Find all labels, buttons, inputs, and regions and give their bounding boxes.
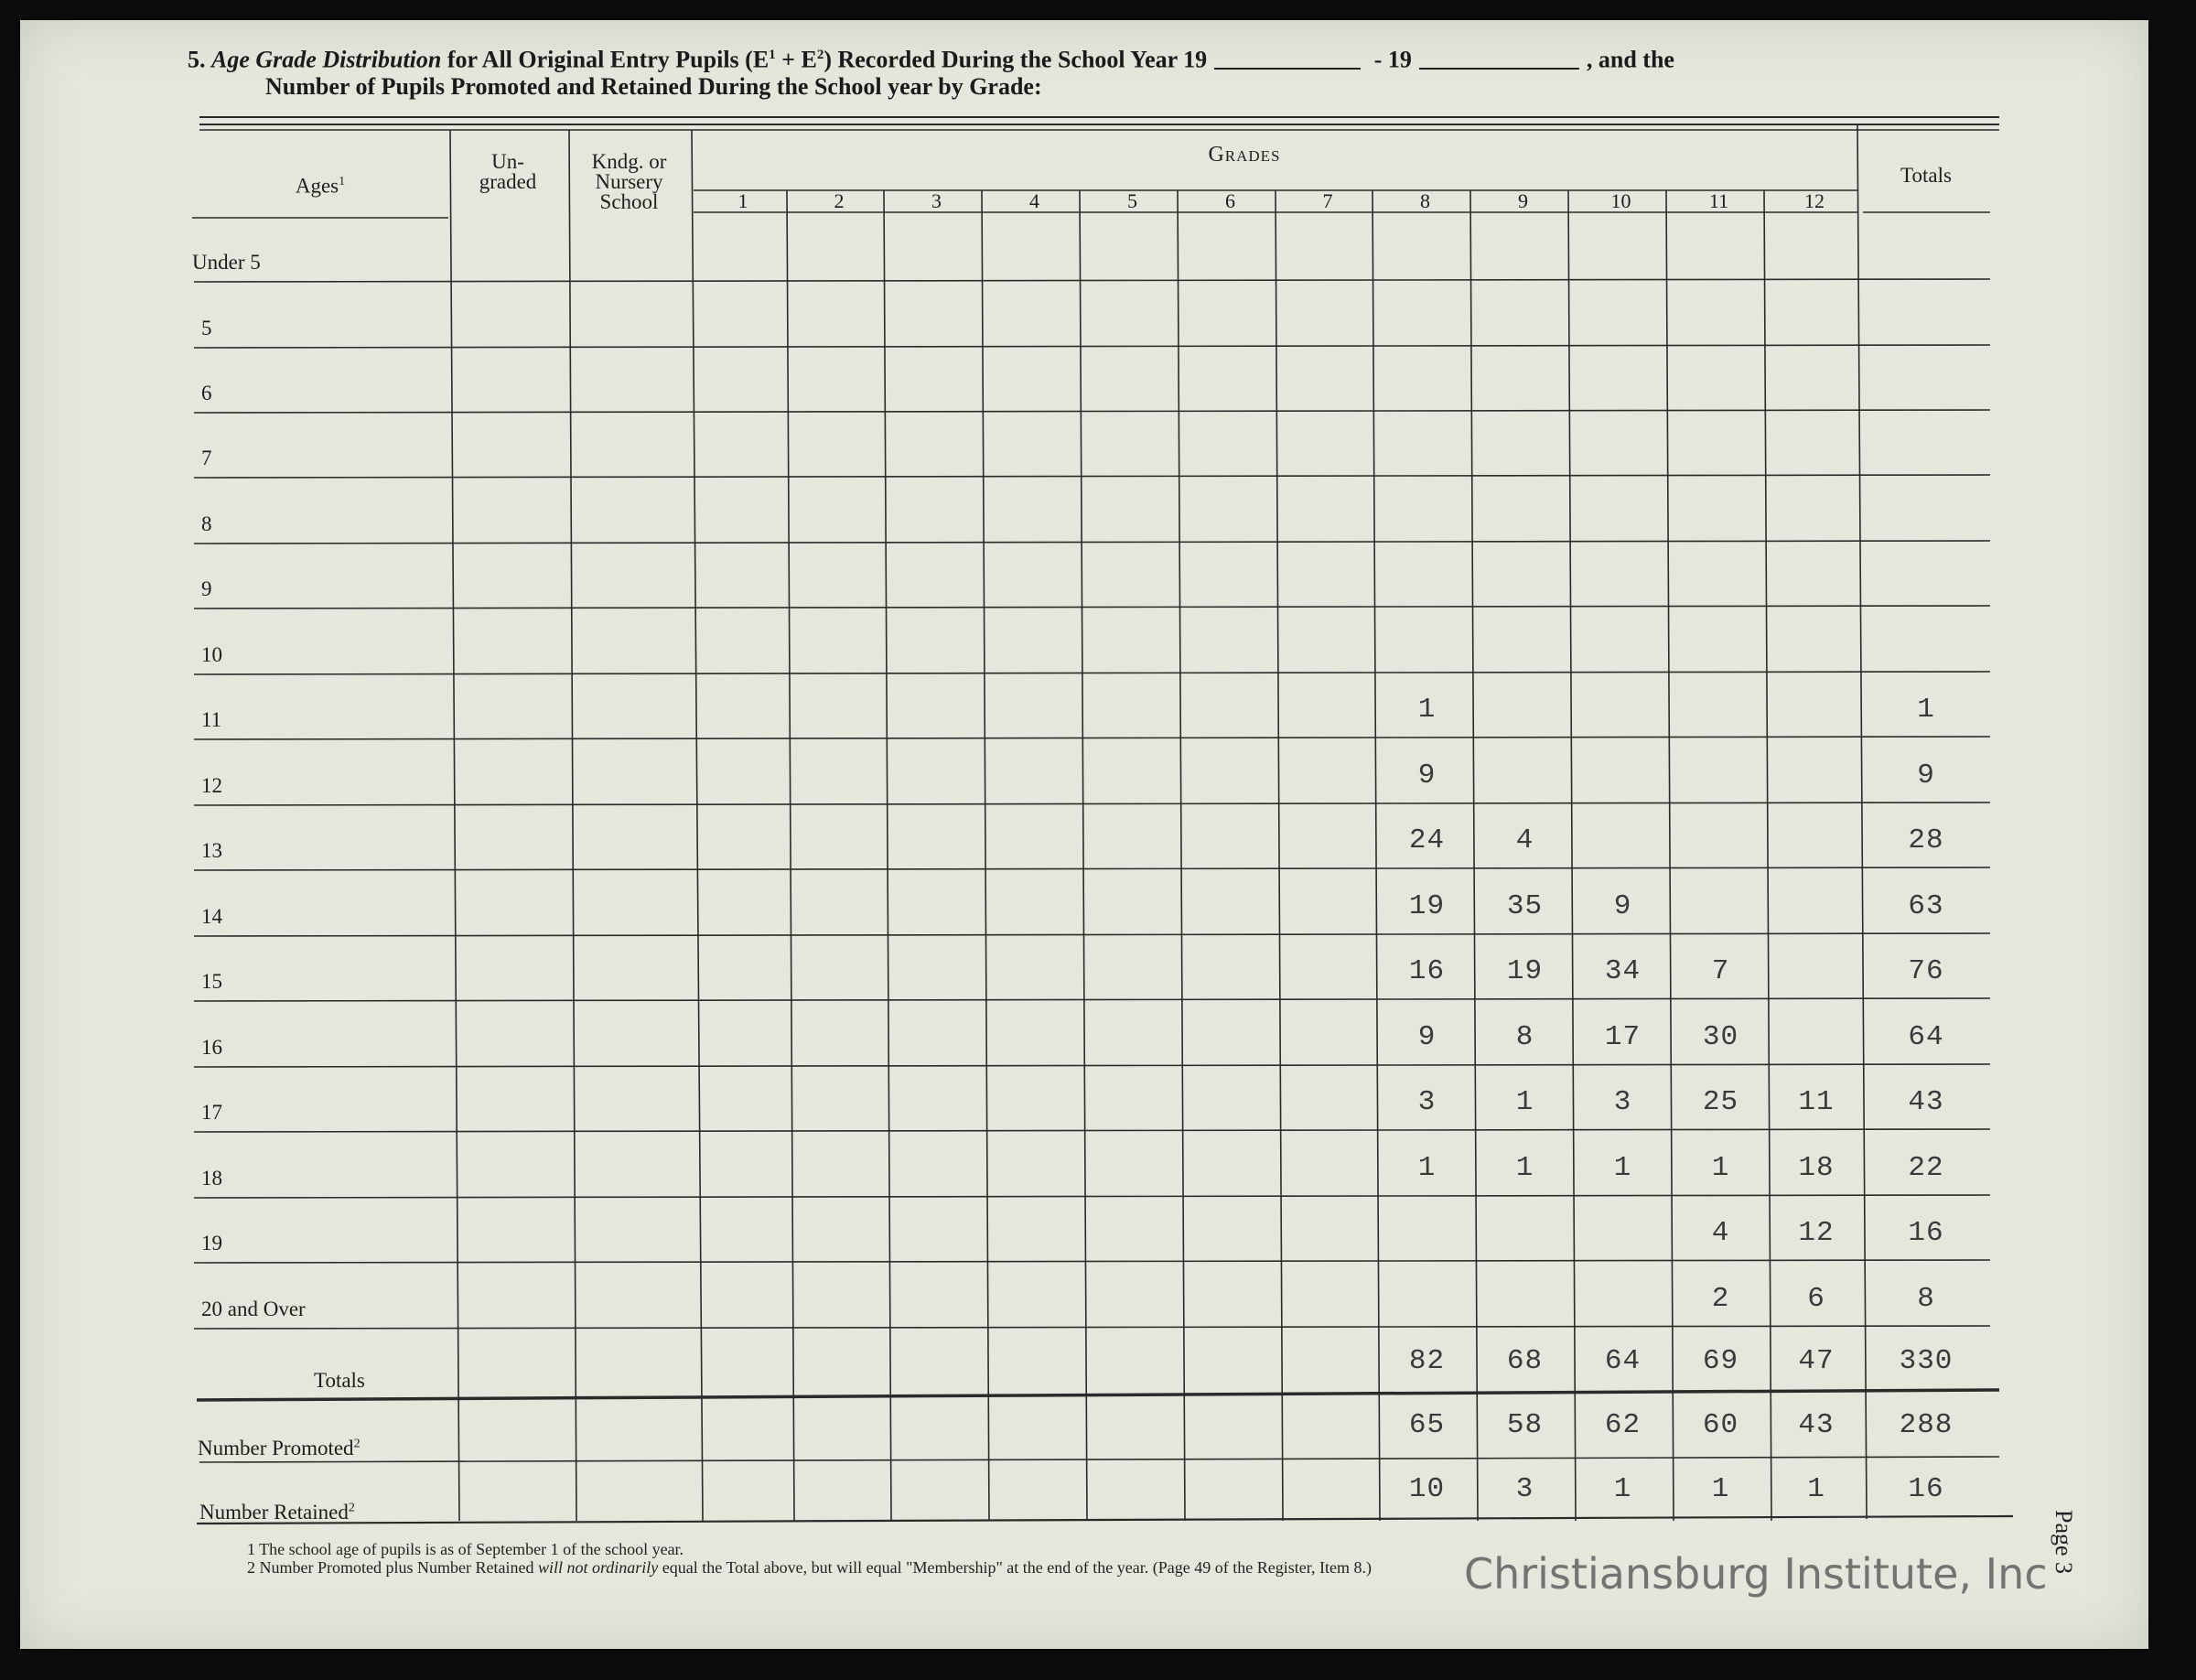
cell-age_16-total: 64 — [1908, 1021, 1944, 1053]
cell-age_14-total: 63 — [1908, 890, 1944, 922]
cell-age_13-g8: 24 — [1408, 824, 1446, 856]
grade-number-6: 6 — [1225, 189, 1235, 212]
cell-age_19-total: 16 — [1908, 1217, 1944, 1249]
hline-row-10 — [194, 867, 1990, 870]
cell-retained-g10: 1 — [1613, 1473, 1632, 1505]
age-label-10: 10 — [201, 643, 222, 666]
cell-promoted-total: 288 — [1899, 1409, 1954, 1441]
grade-number-10: 10 — [1610, 189, 1631, 212]
cell-age_17-g8: 3 — [1417, 1086, 1437, 1118]
form-title-part1: for All Original Entry Pupils (E — [447, 46, 770, 73]
vline-grade-1 — [787, 190, 794, 1521]
hline-row-2 — [194, 345, 1990, 348]
kndg-header-line2: Nursery — [595, 170, 663, 193]
cell-promoted-g12: 43 — [1798, 1409, 1835, 1441]
vline-grade-4 — [1080, 190, 1087, 1521]
vline-kndg-right — [692, 130, 703, 1521]
page-number: Page 3 — [2051, 1510, 2077, 1575]
grade-number-3: 3 — [931, 189, 942, 212]
kndg-header — [572, 152, 686, 212]
vline-grade-5 — [1178, 190, 1185, 1521]
cell-retained-total: 16 — [1908, 1473, 1944, 1505]
cell-age_13-g9: 4 — [1515, 824, 1534, 856]
cell-age_15-g9: 19 — [1506, 955, 1544, 987]
cell-age_15-g8: 16 — [1408, 955, 1446, 987]
cell-totals-g11: 69 — [1702, 1345, 1739, 1377]
form-title-italic: Age Grade Distribution — [211, 46, 442, 73]
totals-row-label: Totals — [314, 1369, 365, 1392]
cell-age_16-g10: 17 — [1604, 1021, 1642, 1053]
age-label-under-5: Under 5 — [192, 251, 261, 274]
cell-age_18-g12: 18 — [1798, 1152, 1835, 1184]
hline-row-4 — [194, 475, 1990, 478]
cell-age_19-g11: 4 — [1711, 1217, 1730, 1249]
footnote-2-italic: will not ordinarily — [537, 1558, 659, 1577]
promoted-row-label — [198, 1437, 361, 1460]
cell-age_18-g10: 1 — [1613, 1152, 1632, 1184]
hline-row-7 — [194, 672, 1990, 674]
hline-row-1 — [194, 279, 1990, 282]
grade-number-2: 2 — [834, 189, 845, 212]
cell-age_16-g8: 9 — [1417, 1021, 1437, 1053]
cell-age_15-total: 76 — [1908, 955, 1944, 987]
vline-ungraded-right — [569, 130, 576, 1521]
age-label-15: 15 — [201, 970, 222, 993]
cell-age_14-g9: 35 — [1506, 890, 1544, 922]
age-label-14: 14 — [201, 905, 222, 928]
retained-row-label — [199, 1501, 355, 1524]
grades-header: Grades — [1208, 143, 1281, 167]
vline-grade-11 — [1764, 190, 1771, 1521]
age-label-13: 13 — [201, 839, 222, 862]
cell-age_14-g8: 19 — [1408, 890, 1446, 922]
hline-row-8 — [194, 737, 1990, 739]
grade-number-11: 11 — [1708, 189, 1729, 212]
kndg-header-line3: School — [599, 190, 659, 213]
footnote-2-part2: equal the Total above, but will equal "Membership" at the end of the year. (Page 49 of the Register, Item 8.) — [662, 1558, 1372, 1577]
ungraded-header-line1: Un- — [491, 150, 524, 173]
cell-age_16-g11: 30 — [1702, 1021, 1739, 1053]
cell-retained-g11: 1 — [1711, 1473, 1730, 1505]
form-title-part3: , and the — [1586, 46, 1674, 73]
cell-promoted-g8: 65 — [1408, 1409, 1446, 1441]
cell-age_19-g12: 12 — [1798, 1217, 1835, 1249]
hline-row-12 — [194, 998, 1990, 1001]
form-title-plus: + E — [775, 46, 817, 73]
grade-number-12: 12 — [1804, 189, 1825, 212]
cell-totals-g8: 82 — [1408, 1345, 1446, 1377]
vline-grade-2 — [884, 190, 891, 1521]
cell-totals-g10: 64 — [1604, 1345, 1642, 1377]
cell-age_11-g8: 1 — [1417, 694, 1437, 726]
vline-grade-6 — [1276, 190, 1283, 1521]
vline-grade-9 — [1568, 190, 1576, 1521]
age-label-9: 9 — [201, 577, 212, 600]
promoted-label-text: Number Promoted — [198, 1437, 354, 1459]
grade-number-9: 9 — [1518, 189, 1528, 212]
grade-number-5: 5 — [1127, 189, 1137, 212]
cell-age_18-g9: 1 — [1515, 1152, 1534, 1184]
cell-age_17-g10: 3 — [1613, 1086, 1632, 1118]
grade-number-4: 4 — [1029, 189, 1039, 212]
retained-footnote-marker: 2 — [348, 1501, 355, 1515]
age-label-17: 17 — [201, 1101, 222, 1124]
hline-row-15 — [194, 1195, 1990, 1198]
vline-grade-10 — [1666, 190, 1674, 1521]
cell-age_15-g10: 34 — [1604, 955, 1642, 987]
cell-totals-g9: 68 — [1506, 1345, 1544, 1377]
cell-age_11-total: 1 — [1917, 694, 1935, 726]
age-label-8: 8 — [201, 512, 212, 535]
cell-age_20_over-total: 8 — [1917, 1283, 1935, 1315]
grade-number-7: 7 — [1322, 189, 1333, 212]
hline-row-16 — [194, 1260, 1990, 1263]
cell-promoted-g11: 60 — [1702, 1409, 1739, 1441]
cell-age_20_over-g11: 2 — [1711, 1283, 1730, 1315]
vline-grade-3 — [982, 190, 989, 1521]
e2-superscript: 2 — [816, 48, 824, 62]
cell-age_15-g11: 7 — [1711, 955, 1730, 987]
age-label-16: 16 — [201, 1036, 222, 1059]
form-title-dash: - 19 — [1368, 46, 1412, 73]
form-title-line2: Number of Pupils Promoted and Retained During the School year by Grade: — [265, 72, 1042, 100]
footnote-2-part1: 2 Number Promoted plus Number Retained — [247, 1558, 534, 1577]
ages-header — [238, 172, 403, 197]
hline-row-14 — [194, 1129, 1990, 1132]
vline-grade-7 — [1372, 190, 1380, 1521]
age-label-20-and-over: 20 and Over — [201, 1298, 306, 1320]
age-label-19: 19 — [201, 1232, 222, 1255]
cell-age_12-total: 9 — [1917, 759, 1935, 792]
hline-row-3 — [194, 410, 1990, 413]
age-label-6: 6 — [201, 382, 212, 404]
cell-age_12-g8: 9 — [1417, 759, 1437, 792]
ages-header-text: Ages — [295, 174, 339, 198]
age-label-11: 11 — [201, 708, 222, 731]
hline-row-13 — [194, 1064, 1990, 1067]
cell-age_17-total: 43 — [1908, 1086, 1944, 1118]
e1-superscript: 1 — [769, 48, 776, 62]
hline-row-9 — [194, 802, 1990, 805]
cell-age_17-g9: 1 — [1515, 1086, 1534, 1118]
cell-retained-g12: 1 — [1807, 1473, 1825, 1505]
vline-totals-left — [1857, 124, 1867, 1519]
kndg-header-line1: Kndg. or — [591, 150, 667, 173]
footnote-1: 1 The school age of pupils is as of September 1 of the school year. — [247, 1540, 684, 1558]
cell-age_13-total: 28 — [1908, 824, 1944, 856]
hline-row-5 — [194, 541, 1990, 544]
form-title-part2: ) Recorded During the School Year 19 — [824, 46, 1208, 73]
cell-age_17-g12: 11 — [1798, 1086, 1835, 1118]
cell-retained-g8: 10 — [1408, 1473, 1446, 1505]
ungraded-header — [453, 152, 563, 192]
hline-promoted — [199, 1457, 1999, 1462]
grade-number-8: 8 — [1420, 189, 1430, 212]
cell-totals-total: 330 — [1899, 1345, 1954, 1377]
cell-age_18-total: 22 — [1908, 1152, 1944, 1184]
retained-label-text: Number Retained — [199, 1501, 349, 1524]
watermark: Christiansburg Institute, Inc — [1464, 1549, 2048, 1599]
cell-age_20_over-g12: 6 — [1807, 1283, 1825, 1315]
hline-row-11 — [194, 933, 1990, 936]
cell-retained-g9: 3 — [1515, 1473, 1534, 1505]
hline-row-6 — [194, 606, 1990, 608]
cell-age_14-g10: 9 — [1613, 890, 1632, 922]
cell-promoted-g10: 62 — [1604, 1409, 1642, 1441]
age-label-18: 18 — [201, 1167, 222, 1190]
age-label-5: 5 — [201, 317, 212, 339]
footnote-2 — [247, 1558, 1372, 1578]
age-label-12: 12 — [201, 774, 222, 797]
ages-footnote-marker: 1 — [339, 175, 346, 188]
hline-row-17 — [194, 1326, 1990, 1329]
vline-ages-right — [450, 130, 459, 1521]
totals-header: Totals — [1900, 164, 1952, 187]
cell-age_18-g11: 1 — [1711, 1152, 1730, 1184]
vline-grade-8 — [1470, 190, 1478, 1521]
promoted-footnote-marker: 2 — [353, 1437, 361, 1451]
cell-age_16-g9: 8 — [1515, 1021, 1534, 1053]
cell-age_17-g11: 25 — [1702, 1086, 1739, 1118]
form-number: 5. — [188, 46, 206, 73]
cell-promoted-g9: 58 — [1506, 1409, 1544, 1441]
grade-number-1: 1 — [737, 189, 748, 212]
ungraded-header-line2: graded — [479, 170, 537, 193]
cell-totals-g12: 47 — [1798, 1345, 1835, 1377]
age-label-7: 7 — [201, 447, 212, 469]
cell-age_18-g8: 1 — [1417, 1152, 1437, 1184]
